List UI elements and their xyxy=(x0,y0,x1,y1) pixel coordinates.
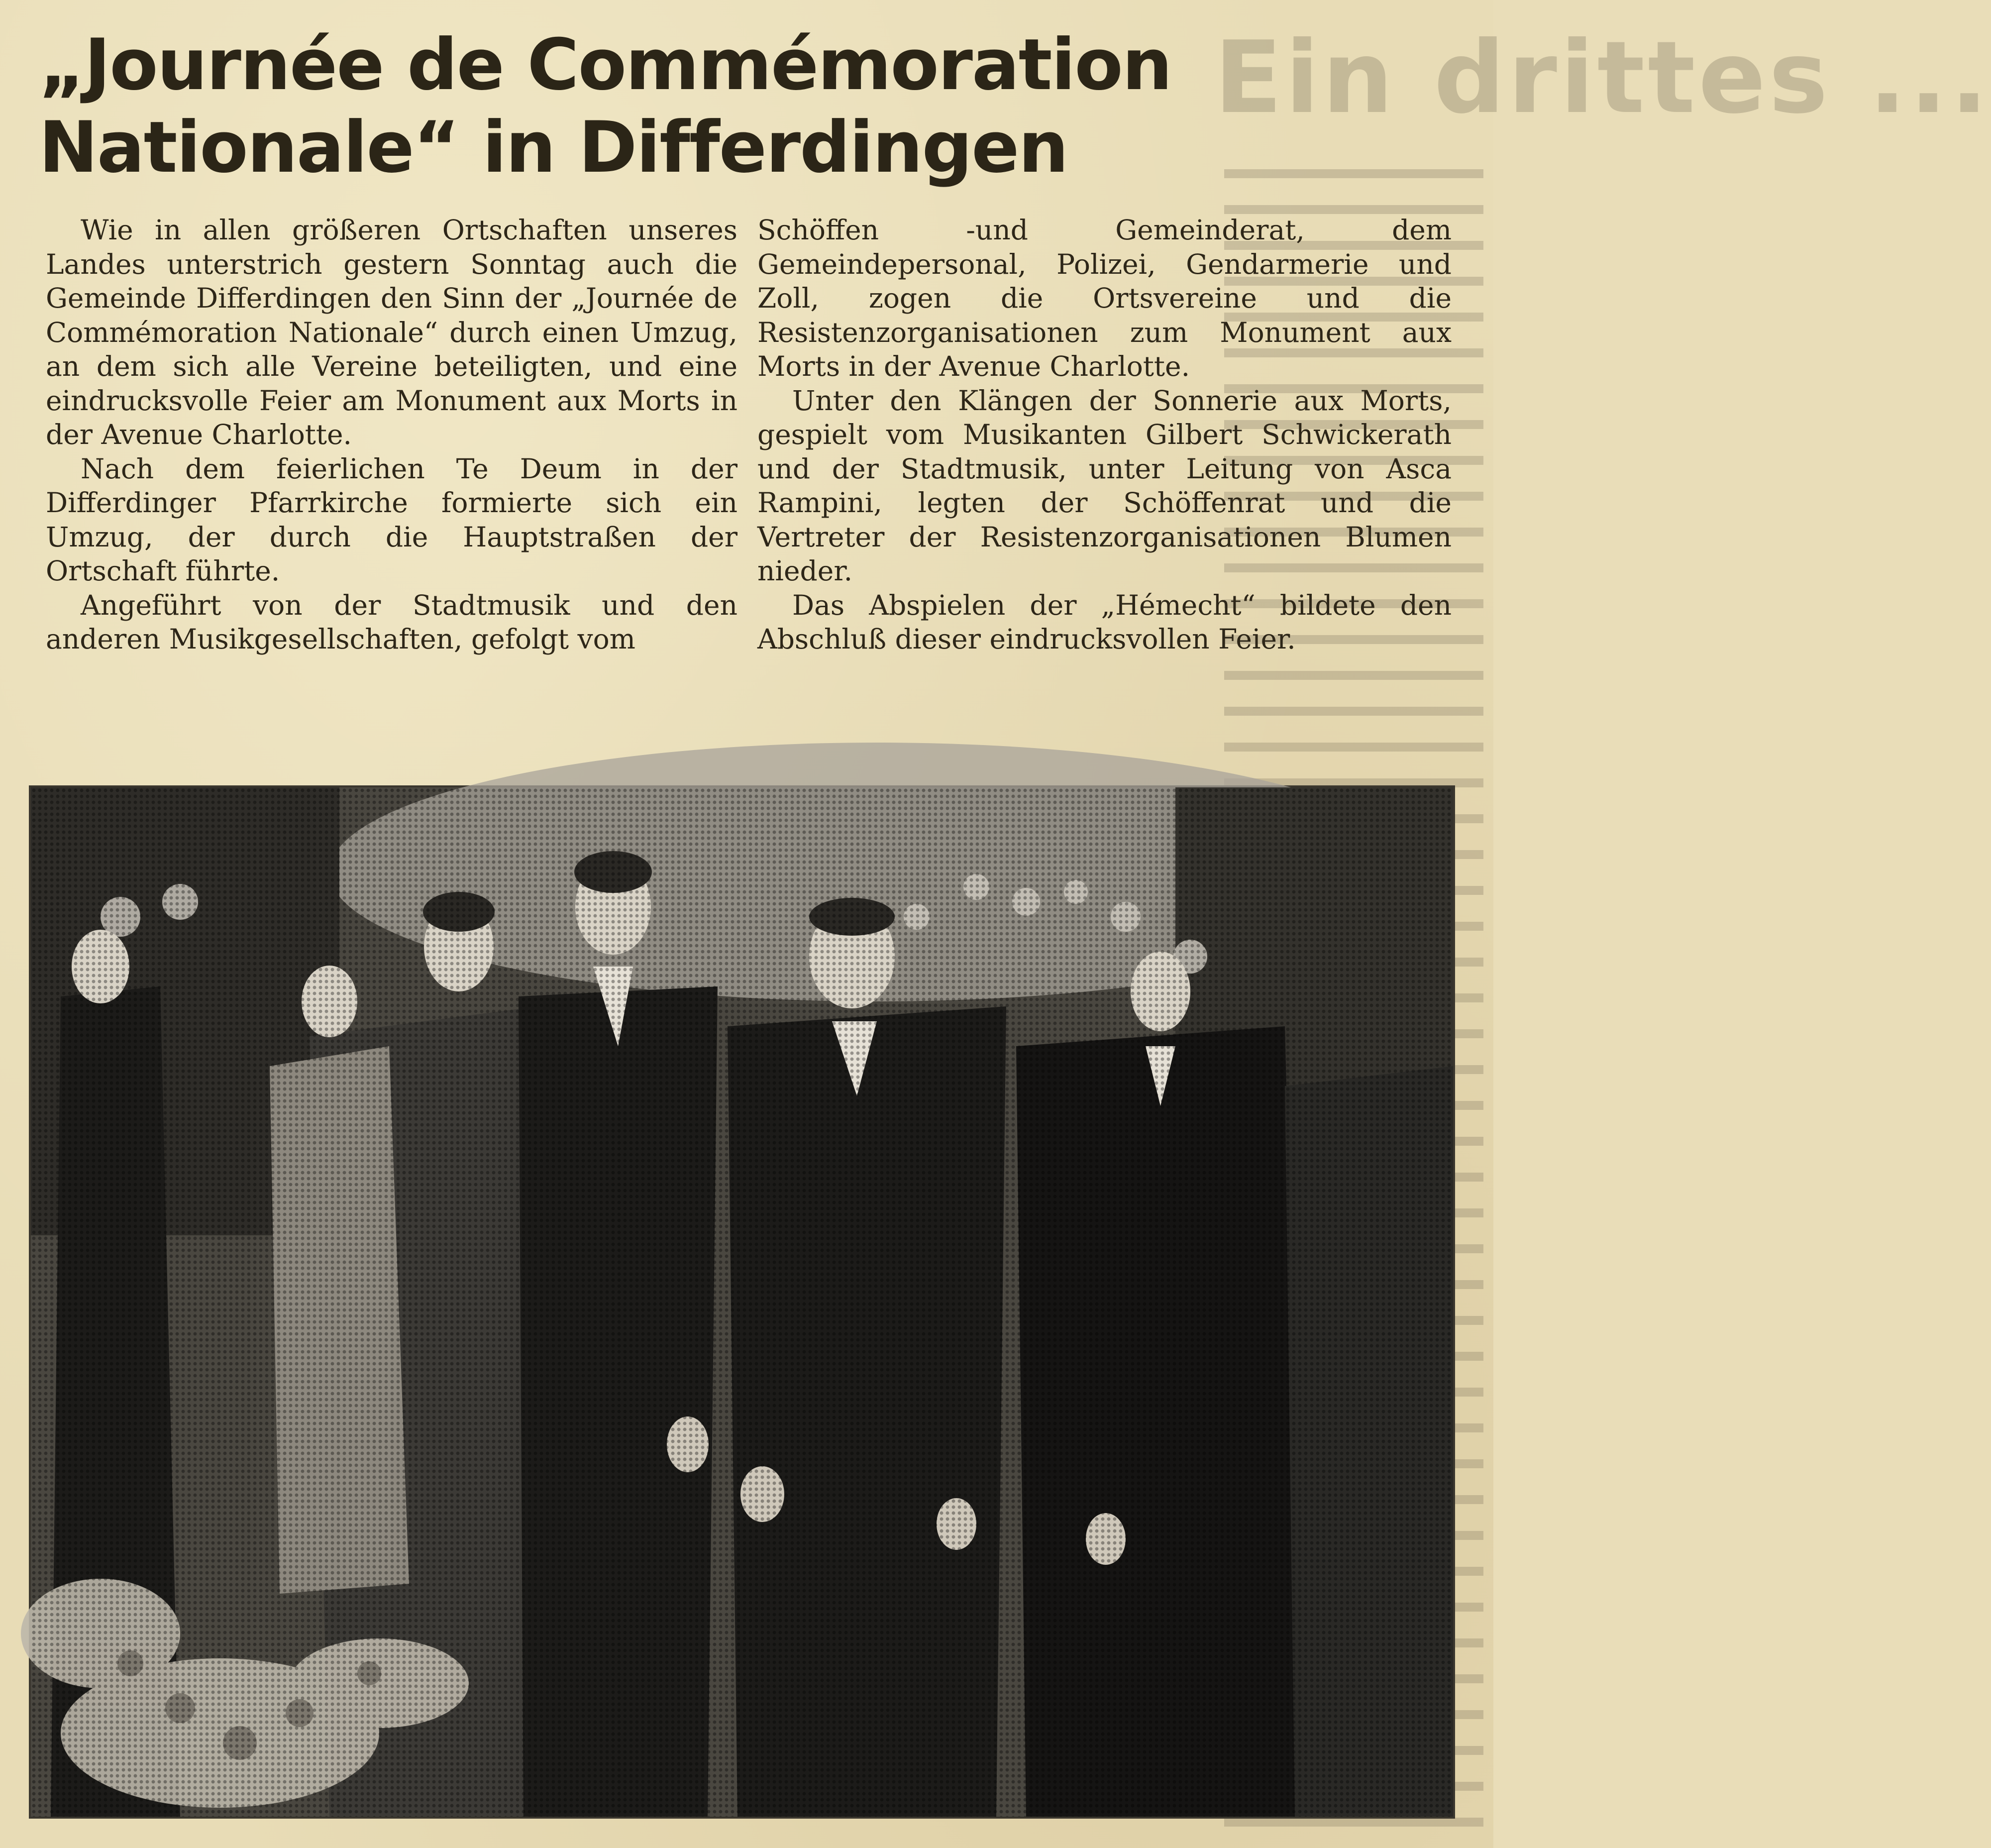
paragraph: Unter den Klängen der Sonnerie aux Morts, gespielt vom Musikanten Gilbert Schwickerath und der Stadtmusik, unter Leitung von Asca Rampini, legten der Schöffenrat und die Vertreter der Resistenzorganisationen Blumen nieder. xyxy=(757,384,1452,587)
ceremony-photo-scene xyxy=(31,787,1453,1817)
article-headline xyxy=(39,24,1198,189)
paragraph: Wie in allen größeren Ortschaften unseres Landes unterstrich gestern Sonntag auch die Gemeinde Differdingen den Sinn der „Journée de Commémoration Nationale“ durch einen Umzug, an dem sich alle Vereine beteiligten, und eine eindrucksvolle Feier am Monument aux Morts in der Avenue Charlotte. xyxy=(46,214,737,450)
paragraph: Das Abspielen der „Hémecht“ bildete den Abschluß dieser eindrucksvollen Feier. xyxy=(757,589,1452,655)
paragraph: Nach dem feierlichen Te Deum in der Differdinger Pfarrkirche formierte sich ein Umzug, der durch die Hauptstraßen der Ortschaft führte. xyxy=(46,452,737,587)
paragraph-continued: Schöffen -und Gemeinderat, dem Gemeindepersonal, Polizei, Gendarmerie und Zoll, zogen die Ortsvereine und die Resistenzorganisationen zum Monument aux Morts in der Avenue Charlotte. xyxy=(757,214,1452,382)
headline-line-1: „Journée de Commémoration xyxy=(39,24,1171,106)
bleed-through-title: Ein drittes ... xyxy=(1214,20,1991,136)
article-column-right xyxy=(757,213,1452,656)
headline-line-2: Nationale“ in Differdingen xyxy=(39,107,1068,189)
paragraph: Angeführt von der Stadtmusik und den anderen Musikgesellschaften, gefolgt vom xyxy=(46,589,737,655)
article-column-left xyxy=(46,213,737,656)
ceremony-photo xyxy=(29,785,1455,1819)
